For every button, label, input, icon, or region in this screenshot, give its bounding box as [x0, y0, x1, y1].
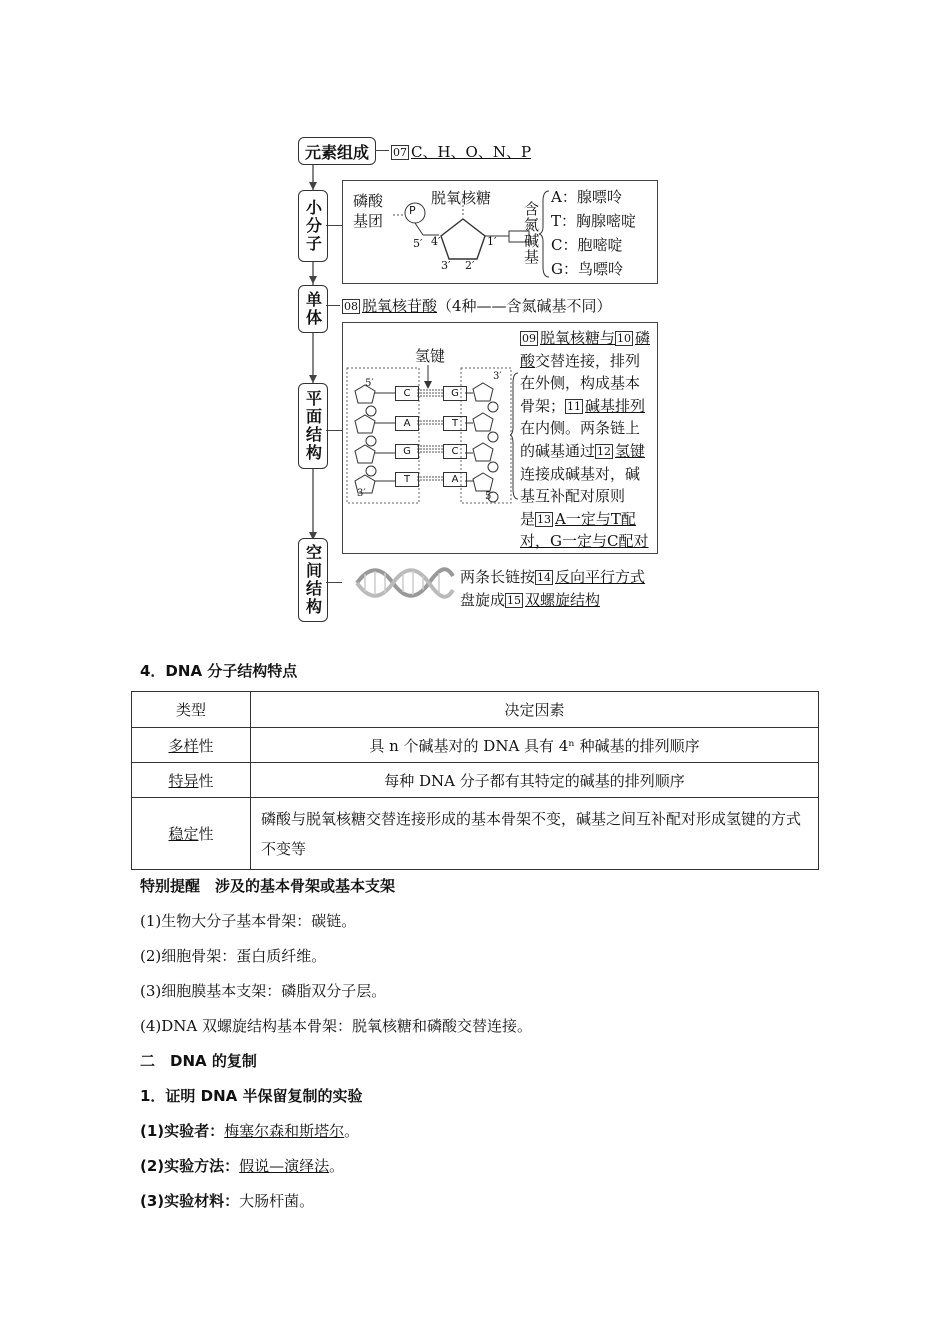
double-strand-drawing	[343, 323, 523, 553]
table-cell: 具 n 个碱基对的 DNA 具有 4ⁿ 种碱基的排列顺序	[251, 728, 819, 763]
base-item: G：鸟嘌呤	[551, 260, 623, 278]
table-row	[132, 728, 819, 763]
base-box: G	[443, 386, 467, 401]
base-box: A	[443, 472, 467, 487]
table-cell: 稳定性	[132, 798, 251, 870]
element-box: 元素组成	[298, 137, 376, 165]
spatial-structure-box: 空间结构	[298, 538, 328, 622]
table-header: 类型	[132, 692, 251, 728]
carbon-4-label: 4′	[431, 235, 441, 248]
base-box: T	[443, 416, 467, 431]
p-symbol: P	[409, 204, 416, 217]
carbon-5-label: 5′	[413, 237, 423, 250]
carbon-3-label: 3′	[441, 259, 451, 272]
base-box: T	[395, 472, 419, 487]
sugar-label: 脱氧核糖	[431, 189, 492, 207]
tip-item: (2)细胞骨架：蛋白质纤维。	[140, 947, 327, 965]
base-label: 含氮碱基	[522, 201, 540, 265]
hydrogen-bond-label: 氢键	[415, 347, 446, 365]
section-2-title: 二 DNA 的复制	[140, 1052, 257, 1070]
table-cell: 每种 DNA 分子都有其特定的碱基的排列顺序	[251, 763, 819, 798]
tip-item: (1)生物大分子基本骨架：碳链。	[140, 912, 357, 930]
base-item: C：胞嘧啶	[551, 236, 623, 254]
table-header-row	[132, 692, 819, 728]
plane-structure-panel	[342, 322, 658, 554]
spatial-description: 两条长链按 14 反向平行方式 盘旋成 15 双螺旋结构	[460, 568, 646, 609]
subsection-1-title: 1．证明 DNA 半保留复制的实验	[140, 1087, 363, 1105]
double-helix-image	[355, 564, 455, 602]
base-item: T：胸腺嘧啶	[551, 212, 637, 230]
tip-item: (4)DNA 双螺旋结构基本骨架：脱氧核糖和磷酸交替连接。	[140, 1017, 533, 1035]
base-box: C	[443, 444, 467, 459]
base-item: A：腺嘌呤	[551, 188, 622, 206]
table-row	[132, 798, 819, 870]
experiment-item: (2)实验方法：假说—演绎法。	[140, 1157, 345, 1175]
experiment-item: (3)实验材料：大肠杆菌。	[140, 1192, 315, 1210]
strand-end-label: 5′	[485, 491, 494, 502]
strand-end-label: 3′	[357, 488, 366, 499]
phosphate-label: 磷酸 基团	[353, 192, 384, 230]
small-molecule-box: 小分子	[298, 190, 328, 262]
plane-description: 09 脱氧核糖与 10 磷 酸交替连接，排列 在外侧，构成基本 骨架； 11 碱基排列 在内侧。两条链上 的碱基通过 12 氢键 连接成碱基对，碱 基互补配对原则 是 13 A一定与T配 对，G一定与C配对	[520, 329, 651, 551]
tip-title: 特别提醒 涉及的基本骨架或基本支架	[140, 877, 396, 895]
plane-structure-box: 平面结构	[298, 383, 328, 469]
strand-end-label: 5′	[365, 378, 374, 389]
strand-end-label: 3′	[493, 371, 502, 382]
carbon-2-label: 2′	[465, 259, 475, 272]
tip-item: (3)细胞膜基本支架：磷脂双分子层。	[140, 982, 387, 1000]
brace-icon	[510, 371, 520, 501]
monomer-box: 单体	[298, 285, 328, 333]
table-cell: 特异性	[132, 763, 251, 798]
dna-features-table	[131, 691, 819, 870]
table-header: 决定因素	[251, 692, 819, 728]
section-4-title: 4．DNA 分子结构特点	[140, 662, 298, 680]
carbon-1-label: 1′	[487, 235, 497, 248]
experiment-item: (1)实验者：梅塞尔森和斯塔尔。	[140, 1122, 360, 1140]
table-row	[132, 763, 819, 798]
brace-icon	[539, 189, 551, 279]
element-text: 07 C、H、O、N、P	[393, 143, 532, 161]
monomer-text: 08 脱氧核苷酸（4种——含氮碱基不同）	[344, 297, 612, 315]
table-cell: 磷酸与脱氧核糖交替连接形成的基本骨架不变，碱基之间互补配对形成氢键的方式不变等	[251, 798, 819, 870]
base-box: C	[395, 386, 419, 401]
base-box: G	[395, 444, 419, 459]
table-cell: 多样性	[132, 728, 251, 763]
nucleotide-panel	[342, 180, 658, 284]
base-list	[551, 185, 636, 281]
base-box: A	[395, 416, 419, 431]
